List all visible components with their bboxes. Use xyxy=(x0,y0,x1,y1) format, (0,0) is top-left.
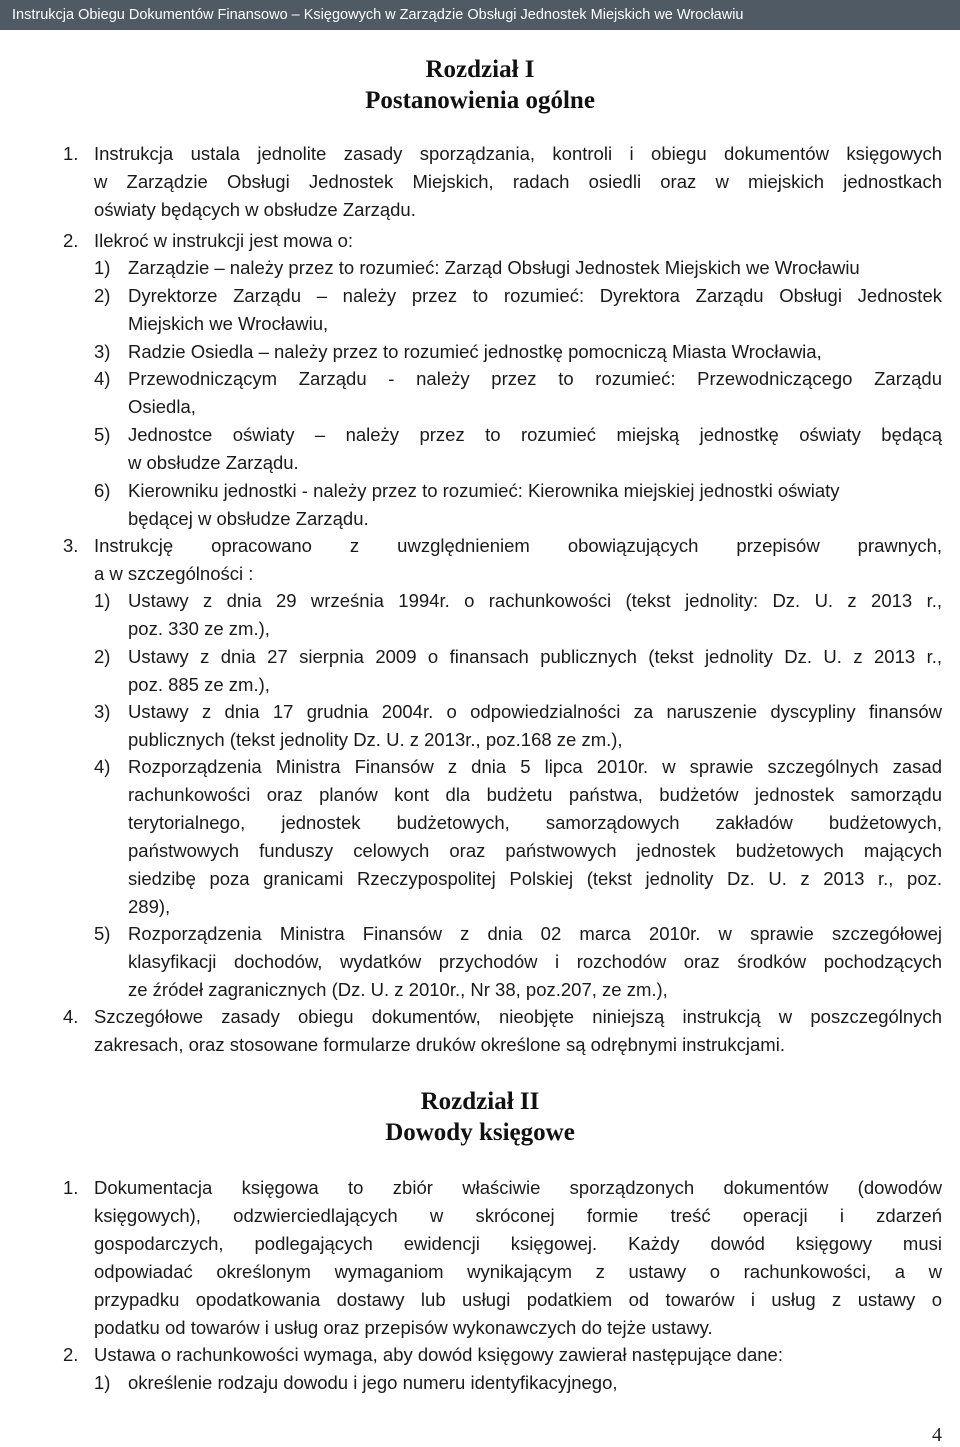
list-item-number: 3) xyxy=(94,701,111,722)
paragraph-line: podatku od towarów i usług oraz przepisów wykonawczych do tejże ustawy. xyxy=(94,1317,713,1338)
paragraph-line: Ustawa o rachunkowości wymaga, aby dowód księgowy zawierał następujące dane: xyxy=(94,1344,783,1365)
list-item-line: klasyfikacji dochodów, wydatków przychodów i rozchodów oraz środków pochodzących xyxy=(128,951,942,972)
paragraph-line: odpowiadać określonym wymaganiom wynikającym z ustawy o rachunkowości, a w xyxy=(94,1261,942,1282)
list-item-line: Zarządzie – należy przez to rozumieć: Zarząd Obsługi Jednostek Miejskich we Wrocławiu xyxy=(128,257,860,278)
section-number: 3. xyxy=(63,535,79,556)
list-item-number: 1) xyxy=(94,257,111,278)
list-item-line: Rozporządzenia Ministra Finansów z dnia 5 lipca 2010r. w sprawie szczególnych zasad xyxy=(128,756,942,777)
list-item-line: rachunkowości oraz planów kont dla budżetu państwa, budżetów jednostek samorządu xyxy=(128,784,942,805)
page-number: 4 xyxy=(932,1424,942,1446)
list-item-line: państwowych funduszy celowych oraz państwowych jednostek budżetowych mających xyxy=(128,840,942,861)
list-item-line: siedzibę poza granicami Rzeczypospolitej Polskiej (tekst jednolity Dz. U. z 2013 r., poz. xyxy=(128,868,942,889)
section-number: 2. xyxy=(63,230,79,251)
list-item-number: 2) xyxy=(94,285,111,306)
section-number: 2. xyxy=(63,1344,79,1365)
paragraph-line: a w szczególności : xyxy=(94,563,254,584)
list-item-line: w obsłudze Zarządu. xyxy=(128,452,299,473)
list-item-number: 5) xyxy=(94,923,111,944)
paragraph-line: oświaty będących w obsłudze Zarządu. xyxy=(94,199,416,220)
paragraph-line: Szczegółowe zasady obiegu dokumentów, nieobjęte niniejszą instrukcją w poszczególnych xyxy=(94,1006,942,1027)
chapter-1-title: Rozdział I xyxy=(425,56,535,83)
paragraph-line: Instrukcja ustala jednolite zasady sporządzania, kontroli i obiegu dokumentów księgowych xyxy=(94,143,942,164)
list-item-line: Ustawy z dnia 29 września 1994r. o rachunkowości (tekst jednolity: Dz. U. z 2013 r., xyxy=(128,590,942,611)
list-item-line: 289), xyxy=(128,896,171,917)
paragraph-line: w Zarządzie Obsługi Jednostek Miejskich, radach osiedli oraz w miejskich jednostkach xyxy=(94,171,942,192)
list-item-line: będącej w obsłudze Zarządu. xyxy=(128,508,369,529)
list-item-number: 4) xyxy=(94,756,111,777)
list-item-number: 4) xyxy=(94,368,111,389)
list-item-line: Radzie Osiedla – należy przez to rozumieć jednostkę pomocniczą Miasta Wrocławia, xyxy=(128,341,822,362)
section-number: 1. xyxy=(63,1177,79,1198)
paragraph-line: Dokumentacja księgowa to zbiór właściwie sporządzonych dokumentów (dowodów xyxy=(94,1177,942,1198)
list-item-number: 2) xyxy=(94,646,111,667)
list-item-line: określenie rodzaju dowodu i jego numeru identyfikacyjnego, xyxy=(128,1372,618,1393)
list-item-line: Dyrektorze Zarządu – należy przez to rozumieć: Dyrektora Zarządu Obsługi Jednostek xyxy=(128,285,942,306)
list-item-line: Miejskich we Wrocławiu, xyxy=(128,313,329,334)
list-item-number: 6) xyxy=(94,480,111,501)
paragraph-line: Ilekroć w instrukcji jest mowa o: xyxy=(94,230,354,251)
chapter-1-subtitle: Postanowienia ogólne xyxy=(365,87,595,114)
paragraph-line: przypadku opodatkowania dostawy lub usługi podatkiem od towarów i usług z ustawy o xyxy=(94,1289,942,1310)
list-item-number: 3) xyxy=(94,341,111,362)
list-item-line: Kierowniku jednostki - należy przez to rozumieć: Kierownika miejskiej jednostki oświaty xyxy=(128,480,840,501)
paragraph-line: Instrukcję opracowano z uwzględnieniem obowiązujących przepisów prawnych, xyxy=(94,535,942,556)
list-item-line: poz. 330 ze zm.), xyxy=(128,618,270,639)
list-item-line: Jednostce oświaty – należy przez to rozumieć miejską jednostkę oświaty będącą xyxy=(128,424,942,445)
document-header: Instrukcja Obiegu Dokumentów Finansowo – Księgowych w Zarządzie Obsługi Jednostek Miejskich we Wrocławiu xyxy=(0,0,960,30)
list-item-number: 1) xyxy=(94,1372,111,1393)
list-item-line: Ustawy z dnia 27 sierpnia 2009 o finansach publicznych (tekst jednolity Dz. U. z 2013 r., xyxy=(128,646,942,667)
list-item-line: Ustawy z dnia 17 grudnia 2004r. o odpowiedzialności za naruszenie dyscypliny finansów xyxy=(128,701,942,722)
list-item-line: publicznych (tekst jednolity Dz. U. z 2013r., poz.168 ze zm.), xyxy=(128,729,623,750)
list-item-line: Osiedla, xyxy=(128,396,196,417)
paragraph-line: księgowych), odzwierciedlających w skróconej formie treść operacji i zdarzeń xyxy=(94,1205,942,1226)
list-item-line: ze źródeł zagranicznych (Dz. U. z 2010r., Nr 38, poz.207, ze zm.), xyxy=(128,979,668,1000)
list-item-line: Rozporządzenia Ministra Finansów z dnia 02 marca 2010r. w sprawie szczegółowej xyxy=(128,923,942,944)
chapter-2-subtitle: Dowody księgowe xyxy=(385,1119,575,1146)
paragraph-line: gospodarczych, podlegających ewidencji księgowej. Każdy dowód księgowy musi xyxy=(94,1233,942,1254)
list-item-number: 1) xyxy=(94,590,111,611)
list-item-line: terytorialnego, jednostek budżetowych, samorządowych zakładów budżetowych, xyxy=(128,812,942,833)
list-item-line: Przewodniczącym Zarządu - należy przez to rozumieć: Przewodniczącego Zarządu xyxy=(128,368,942,389)
chapter-2-title: Rozdział II xyxy=(420,1088,540,1115)
list-item-number: 5) xyxy=(94,424,111,445)
paragraph-line: zakresach, oraz stosowane formularze druków określone są odrębnymi instrukcjami. xyxy=(94,1034,785,1055)
section-number: 1. xyxy=(63,143,79,164)
section-number: 4. xyxy=(63,1006,79,1027)
list-item-line: poz. 885 ze zm.), xyxy=(128,674,270,695)
